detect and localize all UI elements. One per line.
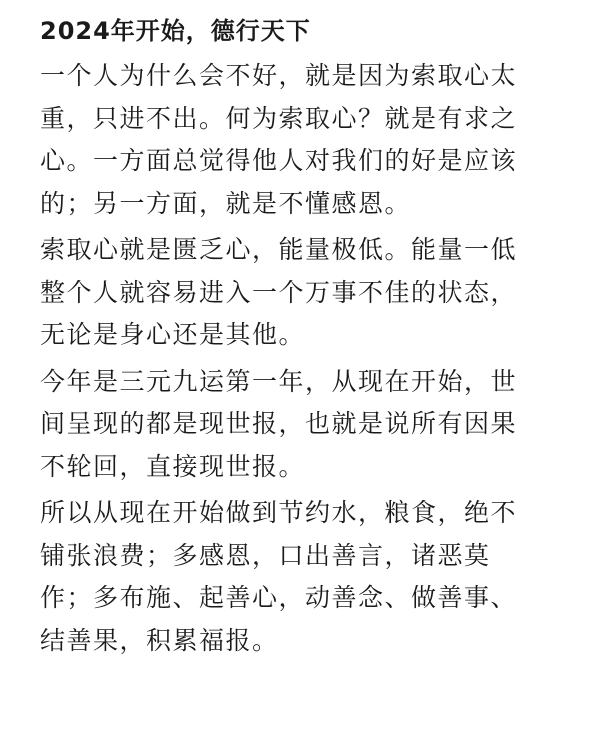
paragraph-line: 无论是身心还是其他。 [40, 320, 306, 349]
paragraph-2 [40, 229, 562, 357]
paragraph-line: 铺张浪费；多感恩，口出善言，诸恶莫 [40, 540, 491, 570]
paragraph-1 [40, 55, 562, 225]
paragraph-line: 结善果，积累福报。 [40, 625, 279, 655]
paragraph-line: 心。一方面总觉得他人对我们的好是应该 [40, 146, 518, 175]
paragraph-3 [40, 361, 562, 489]
paragraph-line: 一个人为什么会不好，就是因为索取心太 [40, 61, 518, 90]
paragraph-line: 索取心就是匮乏心，能量极低。能量一低 [40, 235, 518, 264]
paragraph-line: 整个人就容易进入一个万事不佳的状态， [40, 277, 518, 307]
paragraph-4 [40, 492, 562, 662]
paragraph-line: 所以从现在开始做到节约水，粮食，绝不 [40, 498, 518, 527]
paragraph-line: 今年是三元九运第一年，从现在开始，世 [40, 366, 518, 396]
paragraph-line: 间呈现的都是现世报，也就是说所有因果 [40, 409, 518, 438]
paragraph-line: 的；另一方面，就是不懂感恩。 [40, 188, 412, 218]
document-title: 2024年开始，德行天下 [40, 17, 311, 45]
paragraph-line: 不轮回，直接现世报。 [40, 451, 306, 481]
paragraph-line: 作；多布施、起善心，动善念、做善事、 [40, 583, 518, 612]
paragraph-line: 重，只进不出。何为索取心？就是有求之 [40, 103, 518, 133]
